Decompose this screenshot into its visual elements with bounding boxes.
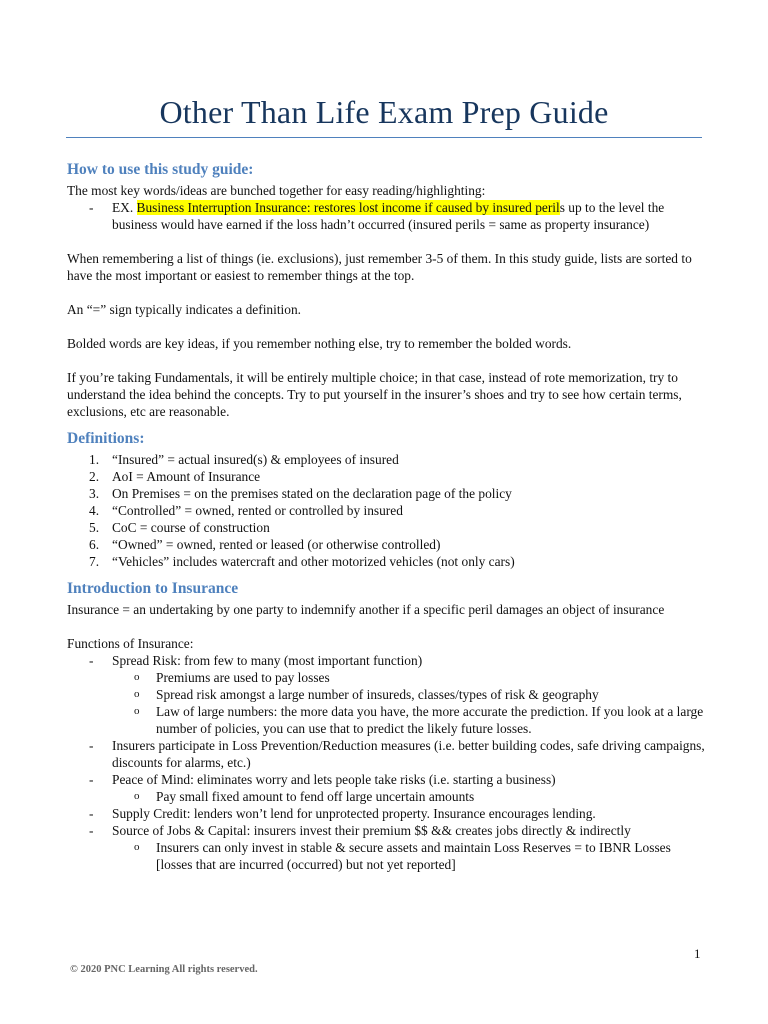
definition-text: CoC = course of construction <box>112 520 270 535</box>
copyright-footer: © 2020 PNC Learning All rights reserved. <box>70 964 258 975</box>
list-number: 2. <box>89 469 100 484</box>
definition-text: AoI = Amount of Insurance <box>112 469 261 484</box>
definitions-heading: Definitions: <box>67 430 145 447</box>
dash-marker: - <box>89 806 94 821</box>
function-item <box>67 652 707 737</box>
page-number: 1 <box>694 946 701 961</box>
how-to-para-bold: Bolded words are key ideas, if you remember nothing else, try to remember the bolded words. <box>67 336 572 351</box>
definition-text: “Controlled” = owned, rented or controlled by insured <box>112 503 403 518</box>
sub-item <box>112 839 707 873</box>
insurance-definition: Insurance = an undertaking by one party to indemnify another if a specific peril damages an object of insurance <box>67 602 665 617</box>
how-to-heading: How to use this study guide: <box>67 161 254 178</box>
function-text: Insurers participate in Loss Prevention/Reduction measures (i.e. better building codes, safe driving campaigns, discounts for alarms, etc.) <box>112 738 705 770</box>
dash-marker: - <box>89 823 94 838</box>
sub-list <box>112 788 707 805</box>
functions-list <box>67 652 707 873</box>
example-prefix: EX. <box>112 200 137 215</box>
how-to-para-lists: When remembering a list of things (ie. exclusions), just remember 3-5 of them. In this study guide, lists are sorted to have the most important or easiest to remember things at the top. <box>67 251 692 283</box>
sub-item-text: Insurers can only invest in stable & secure assets and maintain Loss Reserves = to IBNR Losses [losses that are incurred (occurred) but not yet reported] <box>156 840 671 872</box>
sub-item <box>112 669 707 686</box>
dash-marker: - <box>89 738 94 753</box>
sub-item-text: Pay small fixed amount to fend off large uncertain amounts <box>156 789 475 804</box>
definition-item <box>67 468 707 485</box>
definition-item <box>67 502 707 519</box>
list-number: 4. <box>89 503 100 518</box>
list-number: 1. <box>89 452 100 467</box>
function-text: Supply Credit: lenders won’t lend for unprotected property. Insurance encourages lending. <box>112 806 596 821</box>
function-text: Peace of Mind: eliminates worry and lets people take risks (i.e. starting a business) <box>112 772 556 787</box>
function-item <box>67 737 707 771</box>
list-number: 6. <box>89 537 100 552</box>
sub-item <box>112 788 707 805</box>
page-title: Other Than Life Exam Prep Guide <box>159 94 609 130</box>
document-body <box>67 160 707 873</box>
sub-item <box>112 686 707 703</box>
function-item <box>67 822 707 873</box>
sub-item <box>112 703 707 737</box>
definition-item <box>67 451 707 468</box>
example-list <box>67 199 707 233</box>
dash-marker: - <box>89 653 94 668</box>
example-item <box>67 199 707 233</box>
dash-marker: - <box>89 200 94 215</box>
how-to-para-equals: An “=” sign typically indicates a definition. <box>67 302 302 317</box>
circle-marker: o <box>134 790 140 802</box>
title-divider <box>66 137 702 138</box>
sub-item-text: Premiums are used to pay losses <box>156 670 330 685</box>
highlighted-text: Business Interruption Insurance: restores lost income if caused by insured peril <box>136 200 560 215</box>
sub-list <box>112 839 707 873</box>
list-number: 7. <box>89 554 100 569</box>
definition-text: “Insured” = actual insured(s) & employees of insured <box>112 452 399 467</box>
functions-label: Functions of Insurance: <box>67 636 194 651</box>
definition-item <box>67 536 707 553</box>
list-number: 5. <box>89 520 100 535</box>
circle-marker: o <box>134 671 140 683</box>
how-to-para-fundamentals: If you’re taking Fundamentals, it will be entirely multiple choice; in that case, instead of rote memorization, try to understand the idea behind the concepts. Try to put yourself in the insurer’s shoes and try to see how certain terms, exclusions, etc are reasonable. <box>67 370 682 419</box>
intro-insurance-heading: Introduction to Insurance <box>67 580 239 597</box>
dash-marker: - <box>89 772 94 787</box>
sub-item-text: Spread risk amongst a large number of insureds, classes/types of risk & geography <box>156 687 599 702</box>
circle-marker: o <box>134 841 140 853</box>
circle-marker: o <box>134 688 140 700</box>
function-text: Source of Jobs & Capital: insurers invest their premium $$ && creates jobs directly & indirectly <box>112 823 631 838</box>
definition-text: “Owned” = owned, rented or leased (or otherwise controlled) <box>112 537 441 552</box>
definition-item <box>67 553 707 570</box>
function-item <box>67 805 707 822</box>
definition-text: “Vehicles” includes watercraft and other motorized vehicles (not only cars) <box>112 554 515 569</box>
function-item <box>67 771 707 805</box>
function-text: Spread Risk: from few to many (most important function) <box>112 653 423 668</box>
sub-item-text: Law of large numbers: the more data you have, the more accurate the prediction. If you look at a large number of policies, you can use that to predict the likely future losses. <box>156 704 704 736</box>
list-number: 3. <box>89 486 100 501</box>
definition-text: On Premises = on the premises stated on the declaration page of the policy <box>112 486 512 501</box>
circle-marker: o <box>134 705 140 717</box>
definition-item <box>67 519 707 536</box>
definitions-list <box>67 451 707 570</box>
definition-item <box>67 485 707 502</box>
example-rest: s up to the level the business would have earned if the loss hadn’t occurred (insured perils = same as property insurance) <box>112 200 665 232</box>
sub-list <box>112 669 707 737</box>
how-to-intro: The most key words/ideas are bunched together for easy reading/highlighting: <box>67 183 486 198</box>
